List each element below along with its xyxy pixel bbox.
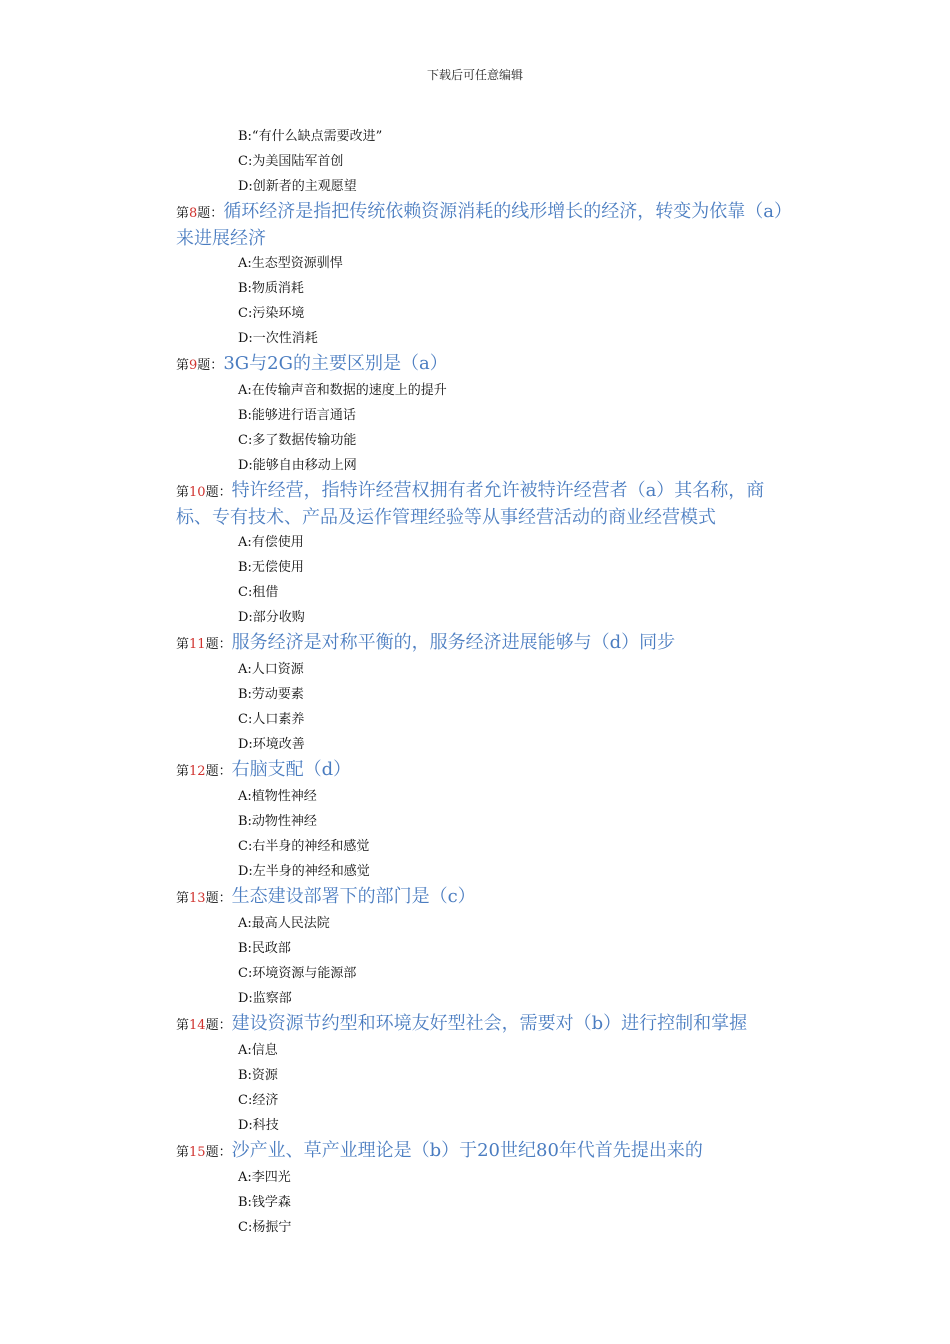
answer-option: B:动物性神经 (238, 814, 317, 829)
question-number-digits: 13 (189, 891, 206, 906)
answer-option: D:创新者的主观愿望 (238, 179, 357, 194)
answer-option: B:劳动要素 (238, 687, 304, 702)
question-suffix: 题： (197, 358, 224, 373)
answer-option: C:杨振宁 (238, 1220, 292, 1235)
question-number-digits: 10 (189, 485, 206, 500)
question-number (176, 206, 223, 221)
answer-option: D:能够自由移动上网 (238, 458, 357, 473)
question-item (176, 630, 796, 657)
answer-option: C:污染环境 (238, 306, 305, 321)
question-number (176, 891, 232, 906)
question-text: 特许经营，指特许经营权拥有者允许被特许经营者（a）其名称，商标、专有技术、产品及运作管理经验等从事经营活动的商业经营模式 (176, 480, 765, 528)
question-text: 3G与2G的主要区别是（a） (223, 353, 448, 374)
question-item (176, 1011, 796, 1038)
answer-option: C:人口素养 (238, 712, 305, 727)
question-suffix: 题： (205, 637, 232, 652)
question-prefix: 第 (176, 485, 190, 500)
question-number (176, 485, 232, 500)
answer-option: A:李四光 (238, 1170, 291, 1185)
question-suffix: 题： (197, 206, 224, 221)
answer-option: C:多了数据传输功能 (238, 433, 357, 448)
question-prefix: 第 (176, 891, 190, 906)
answer-option: B:无偿使用 (238, 560, 304, 575)
question-number (176, 358, 223, 373)
question-prefix: 第 (176, 764, 190, 779)
answer-option: D:一次性消耗 (238, 331, 318, 346)
question-number-digits: 14 (189, 1018, 206, 1033)
question-suffix: 题： (205, 1018, 232, 1033)
question-number (176, 1145, 232, 1160)
answer-option: C:为美国陆军首创 (238, 154, 344, 169)
answer-option: B:物质消耗 (238, 281, 304, 296)
question-prefix: 第 (176, 637, 190, 652)
answer-option: A:在传输声音和数据的速度上的提升 (238, 383, 447, 398)
question-list (176, 124, 796, 1240)
answer-option: A:有偿使用 (238, 535, 304, 550)
page-header: 下载后可任意编辑 (426, 68, 523, 82)
answer-option: A:最高人民法院 (238, 916, 330, 931)
question-prefix: 第 (176, 1145, 190, 1160)
answer-option: D:左半身的神经和感觉 (238, 864, 370, 879)
question-number (176, 764, 232, 779)
answer-option: B:能够进行语言通话 (238, 408, 356, 423)
answer-option: B:“有什么缺点需要改进” (238, 129, 383, 144)
question-text: 沙产业、草产业理论是（b）于20世纪80年代首先提出来的 (231, 1140, 703, 1161)
question-text: 服务经济是对称平衡的，服务经济进展能够与（d）同步 (231, 632, 676, 653)
answer-option: B:民政部 (238, 941, 291, 956)
answer-option: A:植物性神经 (238, 789, 317, 804)
question-prefix: 第 (176, 206, 190, 221)
question-number-digits: 15 (189, 1145, 206, 1160)
answer-option: C:租借 (238, 585, 279, 600)
question-text: 循环经济是指把传统依赖资源消耗的线形增长的经济，转变为依靠（a）来进展经济 (176, 201, 793, 249)
question-number-digits: 9 (189, 358, 198, 373)
answer-option: D:监察部 (238, 991, 292, 1006)
answer-option: D:环境改善 (238, 737, 305, 752)
question-text: 建设资源节约型和环境友好型社会，需要对（b）进行控制和掌握 (231, 1013, 748, 1034)
question-text: 生态建设部署下的部门是（c） (231, 886, 476, 907)
answer-option: C:经济 (238, 1093, 279, 1108)
leading-options (176, 124, 796, 199)
answer-option: C:环境资源与能源部 (238, 966, 357, 981)
questions (176, 199, 796, 1240)
answer-option: B:资源 (238, 1068, 278, 1083)
question-prefix: 第 (176, 1018, 190, 1033)
question-item (176, 478, 796, 530)
answer-option: A:生态型资源驯悍 (238, 256, 343, 271)
question-number-digits: 8 (189, 206, 198, 221)
question-suffix: 题： (205, 891, 232, 906)
question-suffix: 题： (205, 764, 232, 779)
question-number-digits: 12 (189, 764, 206, 779)
question-suffix: 题： (205, 485, 232, 500)
question-suffix: 题： (205, 1145, 232, 1160)
question-item (176, 757, 796, 784)
question-number (176, 637, 232, 652)
question-item (176, 1138, 796, 1165)
question-text: 右脑支配（d） (231, 759, 352, 780)
question-item (176, 199, 796, 251)
question-item (176, 884, 796, 911)
answer-option: C:右半身的神经和感觉 (238, 839, 370, 854)
question-number (176, 1018, 232, 1033)
question-item (176, 351, 796, 378)
question-prefix: 第 (176, 358, 190, 373)
answer-option: D:部分收购 (238, 610, 305, 625)
question-number-digits: 11 (189, 637, 206, 652)
answer-option: D:科技 (238, 1118, 279, 1133)
answer-option: B:钱学森 (238, 1195, 291, 1210)
answer-option: A:信息 (238, 1043, 278, 1058)
answer-option: A:人口资源 (238, 662, 304, 677)
